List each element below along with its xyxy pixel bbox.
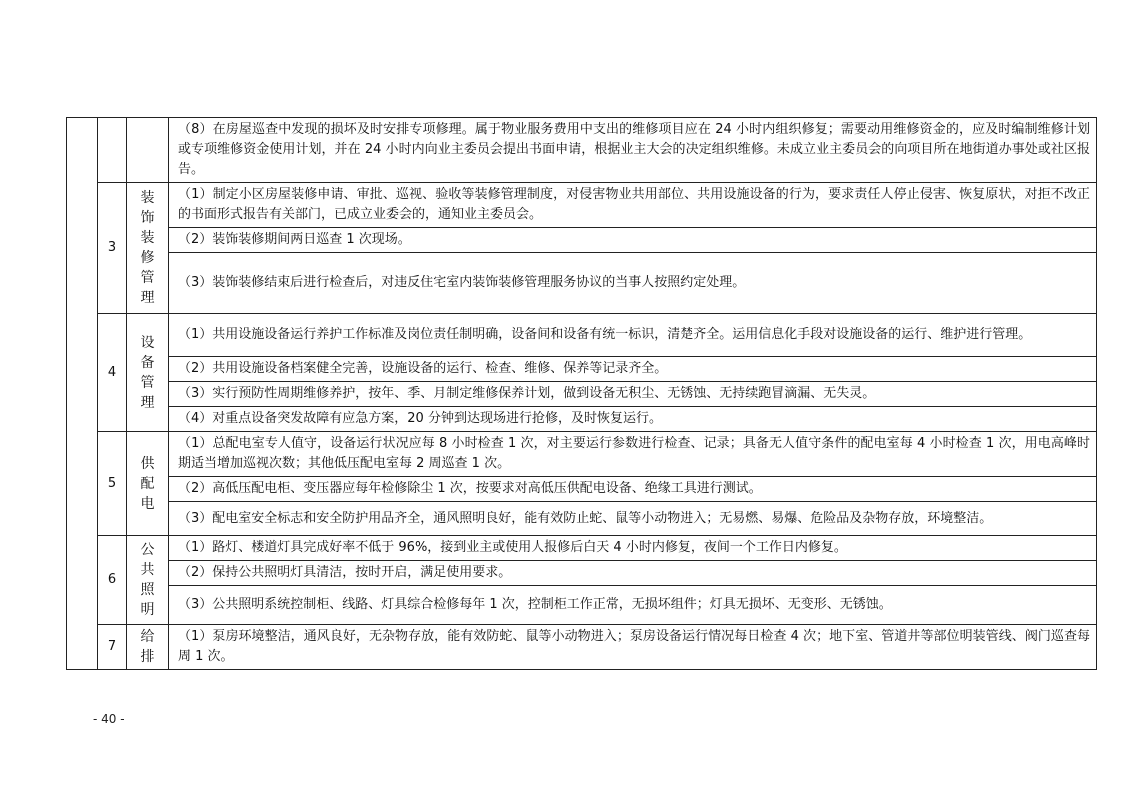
requirement-cell: （3）装饰装修结束后进行检查后，对违反住宅室内装饰装修管理服务协议的当事人按照约定处理。: [169, 253, 1097, 314]
table-row: [67, 477, 1097, 502]
section-number: 7: [98, 625, 127, 670]
section-number: 3: [98, 183, 127, 314]
section-category: 供配电: [127, 432, 169, 536]
requirement-cell: （1）路灯、楼道灯具完成好率不低于 96%，接到业主或使用人报修后白天 4 小时内修复，夜间一个工作日内修复。: [169, 536, 1097, 561]
requirement-cell: （2）保持公共照明灯具清洁，按时开启，满足使用要求。: [169, 561, 1097, 586]
requirement-cell: （3）实行预防性周期维修养护，按年、季、月制定维修保养计划，做到设备无积尘、无锈蚀、无持续跑冒滴漏、无失灵。: [169, 382, 1097, 407]
requirement-cell: （1）泵房环境整洁，通风良好，无杂物存放，能有效防蛇、鼠等小动物进入；泵房设备运行情况每日检查 4 次；地下室、管道井等部位明装管线、阀门巡查每周 1 次。: [169, 625, 1097, 670]
table-row: [67, 228, 1097, 253]
table-row: [67, 407, 1097, 432]
section-number: 6: [98, 536, 127, 625]
requirement-cell: （1）制定小区房屋装修申请、审批、巡视、验收等装修管理制度，对侵害物业共用部位、共用设施设备的行为，要求责任人停止侵害、恢复原状，对拒不改正的书面形式报告有关部门，已成立业委会的，通知业主委员会。: [169, 183, 1097, 228]
requirement-cell: （2）共用设施设备档案健全完善，设施设备的运行、检查、维修、保养等记录齐全。: [169, 357, 1097, 382]
table-row: [67, 357, 1097, 382]
section-category: 公共照明: [127, 536, 169, 625]
section-number-cell: [98, 118, 127, 183]
table-row: [67, 314, 1097, 357]
requirement-cell: （1）总配电室专人值守，设备运行状况应每 8 小时检查 1 次，对主要运行参数进行检查、记录；具备无人值守条件的配电室每 4 小时检查 1 次，用电高峰时期适当增加巡视次数；其他低压配电室每 2 周巡查 1 次。: [169, 432, 1097, 477]
table-row: [67, 502, 1097, 536]
requirement-cell: （2）高低压配电柜、变压器应每年检修除尘 1 次，按要求对高低压供配电设备、绝缘工具进行测试。: [169, 477, 1097, 502]
table-row: [67, 586, 1097, 625]
page-number: - 40 -: [93, 712, 125, 726]
requirement-cell: （8）在房屋巡查中发现的损坏及时安排专项修理。属于物业服务费用中支出的维修项目应在 24 小时内组织修复；需要动用维修资金的，应及时编制维修计划或专项维修资金使用计划，并在 24 小时内向业主委员会提出书面申请，根据业主大会的决定组织维修。未成立业主委员会的向项目所在地街道办事处或社区报告。: [169, 118, 1097, 183]
requirement-cell: （3）公共照明系统控制柜、线路、灯具综合检修每年 1 次，控制柜工作正常，无损坏组件；灯具无损坏、无变形、无锈蚀。: [169, 586, 1097, 625]
standards-table: [66, 117, 1097, 670]
table-row: [67, 382, 1097, 407]
table-row: [67, 253, 1097, 314]
requirement-cell: （4）对重点设备突发故障有应急方案，20 分钟到达现场进行抢修，及时恢复运行。: [169, 407, 1097, 432]
table-row: [67, 432, 1097, 477]
table-row: [67, 118, 1097, 183]
requirement-cell: （1）共用设施设备运行养护工作标准及岗位责任制明确，设备间和设备有统一标识，清楚齐全。运用信息化手段对设施设备的运行、维护进行管理。: [169, 314, 1097, 357]
table-row: [67, 183, 1097, 228]
section-category: 装饰装修管理: [127, 183, 169, 314]
outer-blank-cell: [67, 118, 98, 670]
section-category: 给排: [127, 625, 169, 670]
table-row: [67, 625, 1097, 670]
table-row: [67, 561, 1097, 586]
requirement-cell: （3）配电室安全标志和安全防护用品齐全，通风照明良好，能有效防止蛇、鼠等小动物进入；无易燃、易爆、危险品及杂物存放，环境整洁。: [169, 502, 1097, 536]
requirement-cell: （2）装饰装修期间两日巡查 1 次现场。: [169, 228, 1097, 253]
section-category-cell: [127, 118, 169, 183]
section-category: 设备管理: [127, 314, 169, 432]
table-row: [67, 536, 1097, 561]
section-number: 5: [98, 432, 127, 536]
section-number: 4: [98, 314, 127, 432]
